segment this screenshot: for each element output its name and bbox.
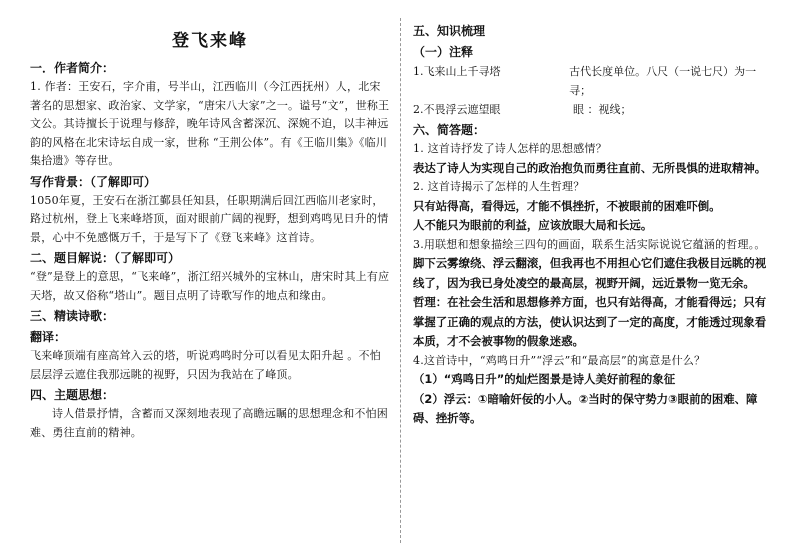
note-2-gloss: 眼 ：视线； bbox=[573, 103, 632, 116]
answer-2-line-2: 人不能只为眼前的利益，应该放眼大局和长远。 bbox=[413, 218, 653, 232]
background-heading: 写作背景：（了解即可） bbox=[30, 174, 157, 189]
column-divider bbox=[400, 18, 401, 543]
answer-3-philosophy: 哲理：在社会生活和思想修养方面，也只有站得高，才能看得远；只有掌握了正确的观点的方法，使认识达到了一定的高度，才能透过现象看本质，才不会被事物的假象迷惑。 bbox=[413, 295, 767, 348]
title-explanation-text: “登”是登上的意思，“飞来峰”，浙江绍兴城外的宝林山，唐宋时其上有应天塔，故又俗称“塔山”。题目点明了诗歌写作的地点和缘由。 bbox=[30, 270, 390, 302]
left-column bbox=[30, 20, 390, 442]
page-title: 登飞来峰 bbox=[172, 31, 248, 51]
question-4: 4.这首诗中，“鸡鸣日升”“浮云”和“最高层”的寓意是什么？ bbox=[413, 353, 706, 367]
theme-heading: 四、主题思想： bbox=[30, 388, 115, 402]
note-1-gloss: 古代长度单位。八尺（一说七尺）为一寻； bbox=[569, 65, 757, 97]
answer-3-scene: 脚下云雾缭绕、浮云翻滚，但我再也不用担心它们遮住我极目远眺的视线了，因为我已身处凌空的最高层，视野开阔，远近景物一览无余。 bbox=[413, 256, 767, 290]
answer-1: 表达了诗人为实现自己的政治抱负而勇往直前、无所畏惧的进取精神。 bbox=[413, 160, 767, 175]
note-1-term: 1.飞来山上千寻塔 bbox=[413, 65, 501, 78]
answer-2-line-1: 只有站得高，看得远，才能不惧挫折，不被眼前的困难吓倒。 bbox=[413, 198, 721, 213]
questions-heading: 六、简答题： bbox=[413, 123, 486, 137]
title-explanation-heading: 二、题目解说：（了解即可） bbox=[30, 251, 181, 265]
author-heading: 一．作者简介： bbox=[30, 61, 115, 75]
author-text: 1. 作者：王安石，字介甫，号半山，江西临川（今江西抚州）人，北宋著名的思想家、政治家、文学家，“唐宋八大家”之一。谥号“文”，世称王文公。其诗擅长于说理与修辞，晚年诗风含蓄深沉、深婉不迫，以丰神远韵的风格在北宋诗坛自成一家，世称 “王荆公体”。有《王临川集》《临川集拾遗》等存世。 bbox=[30, 80, 390, 167]
background-text: 1050年夏，王安石在浙江鄞县任知县，任职期满后回江西临川老家时，路过杭州，登上飞来峰塔顶，面对眼前广阔的视野，想到鸡鸣见日升的情景，心中不免感慨万千，于是写下了《登飞来峰》这首诗。 bbox=[30, 193, 389, 244]
theme-text: 诗人借景抒情，含蓄而又深刻地表现了高瞻远瞩的思想理念和不怕困难、勇往直前的精神。 bbox=[30, 407, 388, 439]
reading-heading: 三、精读诗歌： bbox=[30, 309, 115, 323]
question-3: 3.用联想和想象描绘三四句的画面，联系生活实际说说它蕴涵的哲理。。 bbox=[413, 237, 766, 251]
question-1: 1. 这首诗抒发了诗人怎样的思想感情？ bbox=[413, 142, 607, 155]
note-2-term: 2.不畏浮云遮望眼 bbox=[413, 103, 501, 116]
translation-heading: 翻译： bbox=[30, 330, 67, 344]
question-2: 2. 这首诗揭示了怎样的人生哲理？ bbox=[413, 180, 585, 193]
translation-text: 飞来峰顶端有座高耸入云的塔，听说鸡鸣时分可以看见太阳升起 。不怕层层浮云遮住我那远眺的视野，只因为我站在了峰顶。 bbox=[30, 349, 381, 381]
notes-heading: （一）注释 bbox=[413, 45, 474, 59]
answer-4-part-1: （1）“鸡鸣日升”的灿烂图景是诗人美好前程的象征 bbox=[413, 372, 676, 386]
note-row-1 bbox=[413, 62, 773, 100]
answer-4-part-2: （2）浮云：①暗喻奸佞的小人。②当时的保守势力③眼前的困难、障碍、挫折等。 bbox=[413, 391, 758, 425]
note-row-2 bbox=[413, 100, 773, 119]
knowledge-heading: 五、知识梳理 bbox=[413, 24, 486, 38]
right-column bbox=[413, 20, 773, 429]
